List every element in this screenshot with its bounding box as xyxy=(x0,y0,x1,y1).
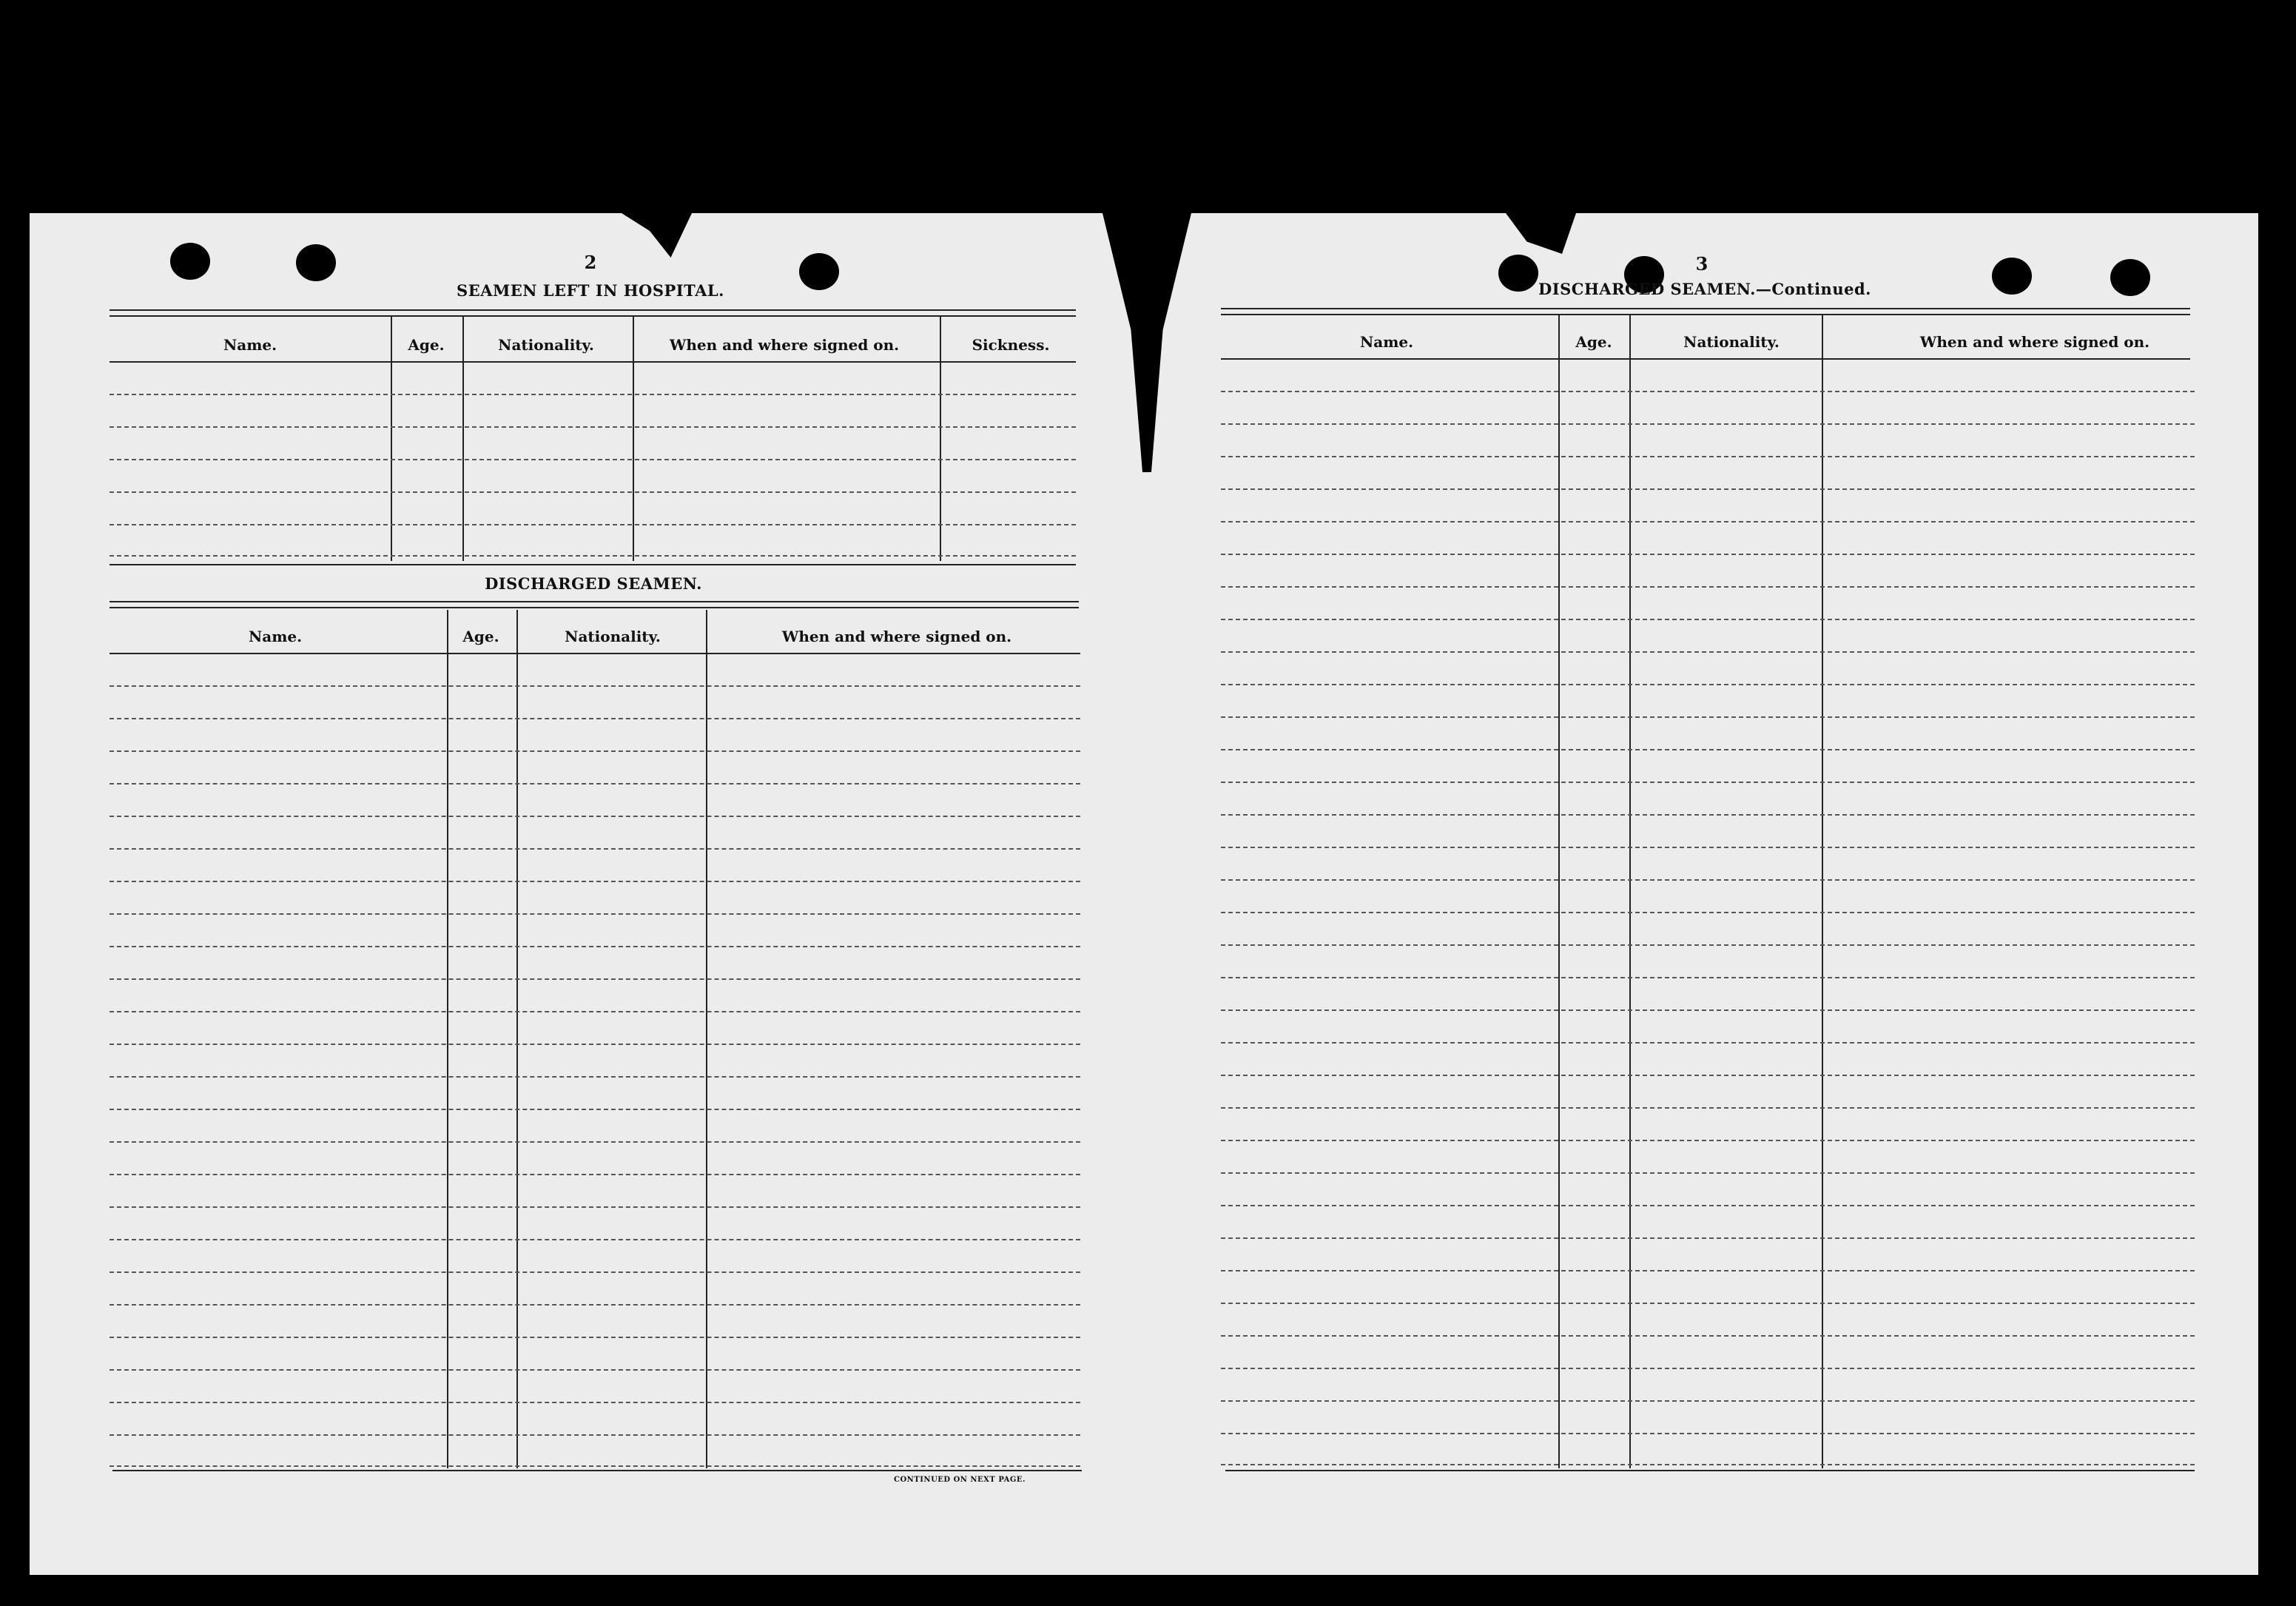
table-row[interactable] xyxy=(110,946,1080,947)
header-rule xyxy=(1221,308,2190,315)
table-row[interactable] xyxy=(1221,1140,2195,1141)
bottom-rule xyxy=(112,1470,1082,1471)
table-row[interactable] xyxy=(110,524,1076,525)
table-row[interactable] xyxy=(1221,814,2195,816)
table-row[interactable] xyxy=(110,394,1076,395)
table-row[interactable] xyxy=(1221,423,2195,425)
table-row[interactable] xyxy=(1221,847,2195,848)
table-row[interactable] xyxy=(1221,619,2195,620)
column-divider xyxy=(516,610,518,1468)
table-row[interactable] xyxy=(1221,1433,2195,1434)
table-row[interactable] xyxy=(1221,391,2195,392)
table-row[interactable] xyxy=(1221,1009,2195,1011)
table-row[interactable] xyxy=(110,685,1080,687)
table-row[interactable] xyxy=(110,1304,1080,1306)
table-row[interactable] xyxy=(110,1109,1080,1110)
discharged-section-title: DISCHARGED SEAMEN. xyxy=(485,574,702,593)
table-row[interactable] xyxy=(1221,716,2195,718)
bottom-rule xyxy=(1225,1470,2195,1471)
table-row[interactable] xyxy=(1221,1172,2195,1174)
header-underline xyxy=(110,361,1076,363)
table-row[interactable] xyxy=(1221,1303,2195,1304)
header-underline xyxy=(110,653,1080,654)
paper-tear xyxy=(1506,213,1576,254)
binding-hole xyxy=(799,253,839,290)
column-header-nationality: Nationality. xyxy=(1683,333,1780,351)
table-row[interactable] xyxy=(1221,749,2195,750)
table-row[interactable] xyxy=(110,848,1080,850)
table-row[interactable] xyxy=(110,1174,1080,1175)
paper-tear xyxy=(1102,213,1191,472)
table-row[interactable] xyxy=(110,555,1076,557)
table-row[interactable] xyxy=(110,1011,1080,1012)
table-row[interactable] xyxy=(110,1206,1080,1208)
table-row[interactable] xyxy=(110,881,1080,882)
table-row[interactable] xyxy=(110,1076,1080,1078)
table-row[interactable] xyxy=(110,426,1076,428)
table-row[interactable] xyxy=(1221,1075,2195,1076)
table-row[interactable] xyxy=(1221,456,2195,457)
binding-hole xyxy=(1498,255,1538,292)
section-rule xyxy=(110,564,1076,565)
table-row[interactable] xyxy=(110,1434,1080,1436)
column-divider xyxy=(706,610,707,1468)
table-row[interactable] xyxy=(1221,1270,2195,1271)
column-header-nationality: Nationality. xyxy=(565,628,661,645)
register-paper xyxy=(30,213,2258,1575)
page-number: 3 xyxy=(1695,253,1708,275)
table-row[interactable] xyxy=(110,816,1080,817)
table-row[interactable] xyxy=(1221,1042,2195,1044)
table-row[interactable] xyxy=(110,1402,1080,1403)
column-header-age: Age. xyxy=(462,628,499,645)
table-row[interactable] xyxy=(1221,651,2195,653)
column-header-signed-on: When and where signed on. xyxy=(1919,333,2150,351)
table-row[interactable] xyxy=(1221,1107,2195,1109)
binding-hole xyxy=(1992,258,2032,295)
hospital-section-title: SEAMEN LEFT IN HOSPITAL. xyxy=(457,281,724,300)
table-row[interactable] xyxy=(1221,1400,2195,1402)
table-row[interactable] xyxy=(110,750,1080,752)
table-row[interactable] xyxy=(110,1239,1080,1240)
table-row[interactable] xyxy=(1221,1205,2195,1206)
binding-hole xyxy=(296,244,336,281)
table-row[interactable] xyxy=(110,1044,1080,1045)
discharged-continued-table xyxy=(1221,315,2195,1468)
table-row[interactable] xyxy=(1221,684,2195,685)
table-row[interactable] xyxy=(110,718,1080,719)
table-row[interactable] xyxy=(1221,554,2195,555)
header-rule xyxy=(110,309,1076,317)
column-header-name: Name. xyxy=(223,336,277,354)
column-header-signed-on: When and where signed on. xyxy=(669,336,900,354)
table-row[interactable] xyxy=(110,1369,1080,1371)
continued-note: CONTINUED ON NEXT PAGE. xyxy=(894,1476,1026,1484)
page-number: 2 xyxy=(584,252,597,273)
table-row[interactable] xyxy=(1221,912,2195,913)
table-row[interactable] xyxy=(110,1271,1080,1273)
table-row[interactable] xyxy=(110,913,1080,915)
table-row[interactable] xyxy=(1221,879,2195,881)
column-header-name: Name. xyxy=(248,628,303,645)
table-row[interactable] xyxy=(110,1465,1080,1467)
table-row[interactable] xyxy=(1221,1368,2195,1369)
discharged-continued-title: DISCHARGED SEAMEN.—Continued. xyxy=(1538,280,1871,298)
table-row[interactable] xyxy=(110,491,1076,493)
table-row[interactable] xyxy=(1221,521,2195,523)
table-row[interactable] xyxy=(1221,944,2195,946)
table-row[interactable] xyxy=(1221,1464,2195,1465)
header-underline xyxy=(1221,358,2190,360)
header-rule xyxy=(110,601,1079,608)
column-header-signed-on: When and where signed on. xyxy=(781,628,1012,645)
paper-tear xyxy=(622,213,692,258)
column-header-sickness: Sickness. xyxy=(972,336,1050,354)
table-row[interactable] xyxy=(110,783,1080,784)
discharged-table xyxy=(110,610,1080,1468)
table-row[interactable] xyxy=(1221,782,2195,783)
table-row[interactable] xyxy=(1221,586,2195,588)
column-header-age: Age. xyxy=(408,336,445,354)
binding-hole xyxy=(2110,259,2150,296)
hospital-table xyxy=(110,317,1076,548)
column-divider xyxy=(447,610,448,1468)
binding-hole xyxy=(170,243,210,280)
table-row[interactable] xyxy=(1221,488,2195,490)
table-row[interactable] xyxy=(1221,977,2195,978)
table-row[interactable] xyxy=(110,1337,1080,1338)
table-row[interactable] xyxy=(110,1141,1080,1143)
table-row[interactable] xyxy=(110,459,1076,460)
column-header-name: Name. xyxy=(1359,333,1414,351)
table-row[interactable] xyxy=(1221,1237,2195,1239)
column-header-age: Age. xyxy=(1575,333,1612,351)
table-row[interactable] xyxy=(1221,1335,2195,1337)
column-header-nationality: Nationality. xyxy=(498,336,594,354)
table-row[interactable] xyxy=(110,978,1080,980)
